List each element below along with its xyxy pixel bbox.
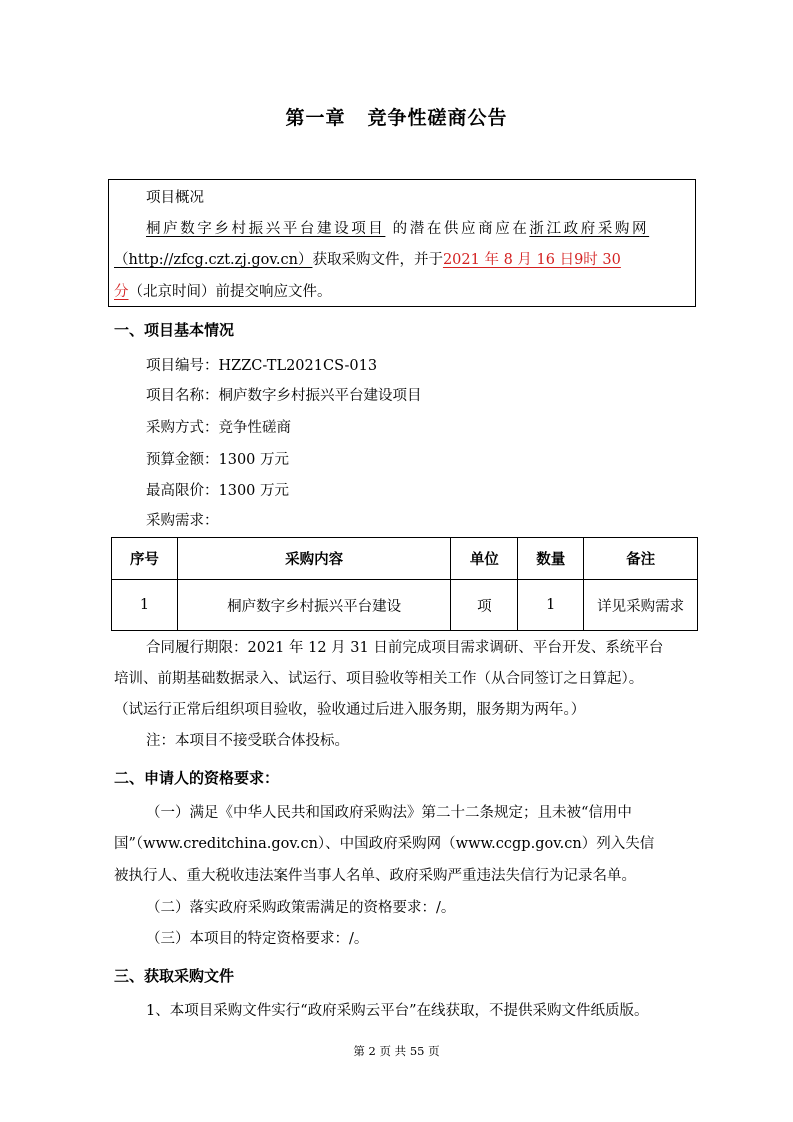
contract-line-1: 合同履行期限：2021 年 12 月 31 日前完成项目需求调研、平台开发、系统平台 (146, 640, 664, 656)
qualification-1-line-1: （一）满足《中华人民共和国政府采购法》第二十二条规定；且未被“信用中 (146, 805, 632, 821)
qualification-1-line-3: 被执行人、重大税收违法案件当事人名单、政府采购严重违法失信行为记录名单。 (114, 868, 636, 884)
section-2-heading: 二、申请人的资格要求： (114, 769, 280, 787)
qualification-2: （二）落实政府采购政策需满足的资格要求：/。 (146, 900, 456, 916)
overview-project-name: 桐庐数字乡村振兴平台建设项目 (146, 221, 386, 237)
qualification-1-line-2: 国”（www.creditchina.gov.cn）、中国政府采购网（www.ccgp.gov.cn）列入失信 (114, 836, 655, 852)
table-header-row (112, 538, 698, 580)
overview-deadline: 2021 年 8 月 16 日9时 30 (442, 252, 621, 268)
table-header: 数量 (518, 538, 584, 580)
overview-site-name: 浙江政府采购网 (529, 221, 650, 237)
overview-url: （http://zfcg.czt.zj.gov.cn） (114, 252, 313, 268)
procurement-table (111, 537, 698, 631)
section-1-heading: 一、项目基本情况 (114, 321, 235, 339)
table-header: 序号 (112, 538, 178, 580)
project-number: 项目编号：HZZC-TL2021CS-013 (146, 358, 378, 374)
chapter-name: 竞争性磋商公告 (367, 107, 508, 129)
acquisition-item-1: 1、本项目采购文件实行“政府采购云平台”在线获取，不提供采购文件纸质版。 (146, 1003, 649, 1019)
consortium-note: 注：本项目不接受联合体投标。 (146, 733, 349, 749)
overview-deadline-end: 分 (114, 284, 129, 300)
chapter-number: 第一章 (285, 107, 346, 129)
table-header: 单位 (451, 538, 518, 580)
budget-amount: 预算金额：1300 万元 (146, 452, 290, 468)
table-header: 采购内容 (177, 538, 450, 580)
chapter-title (0, 103, 793, 130)
qualification-3: （三）本项目的特定资格要求：/。 (146, 931, 369, 947)
demand-label: 采购需求： (146, 513, 219, 529)
procurement-method: 采购方式：竞争性磋商 (146, 420, 291, 436)
table-cell: 1 (112, 580, 178, 631)
overview-line-2: （http://zfcg.czt.zj.gov.cn）获取采购文件，并于2021 年 8 月 16 日9时 30 (114, 252, 621, 268)
project-name: 项目名称：桐庐数字乡村振兴平台建设项目 (146, 388, 422, 404)
overview-line-3: 分（北京时间）前提交响应文件。 (114, 284, 332, 300)
page-footer: 第 2 页 共 55 页 (353, 1044, 440, 1058)
overview-heading: 项目概况 (146, 190, 204, 206)
table-header: 备注 (584, 538, 698, 580)
table-row (112, 580, 698, 631)
table-cell: 桐庐数字乡村振兴平台建设 (177, 580, 450, 631)
overview-line-1: 桐庐数字乡村振兴平台建设项目 的潜在供应商应在浙江政府采购网 (146, 221, 650, 237)
max-price: 最高限价：1300 万元 (146, 483, 290, 499)
table-cell: 详见采购需求 (584, 580, 698, 631)
table-cell: 1 (518, 580, 584, 631)
contract-line-2: 培训、前期基础数据录入、试运行、项目验收等相关工作（从合同签订之日算起）。 (114, 671, 644, 687)
table-cell: 项 (451, 580, 518, 631)
contract-line-3: （试运行正常后组织项目验收，验收通过后进入服务期，服务期为两年。） (114, 702, 586, 718)
section-3-heading: 三、获取采购文件 (114, 967, 235, 985)
